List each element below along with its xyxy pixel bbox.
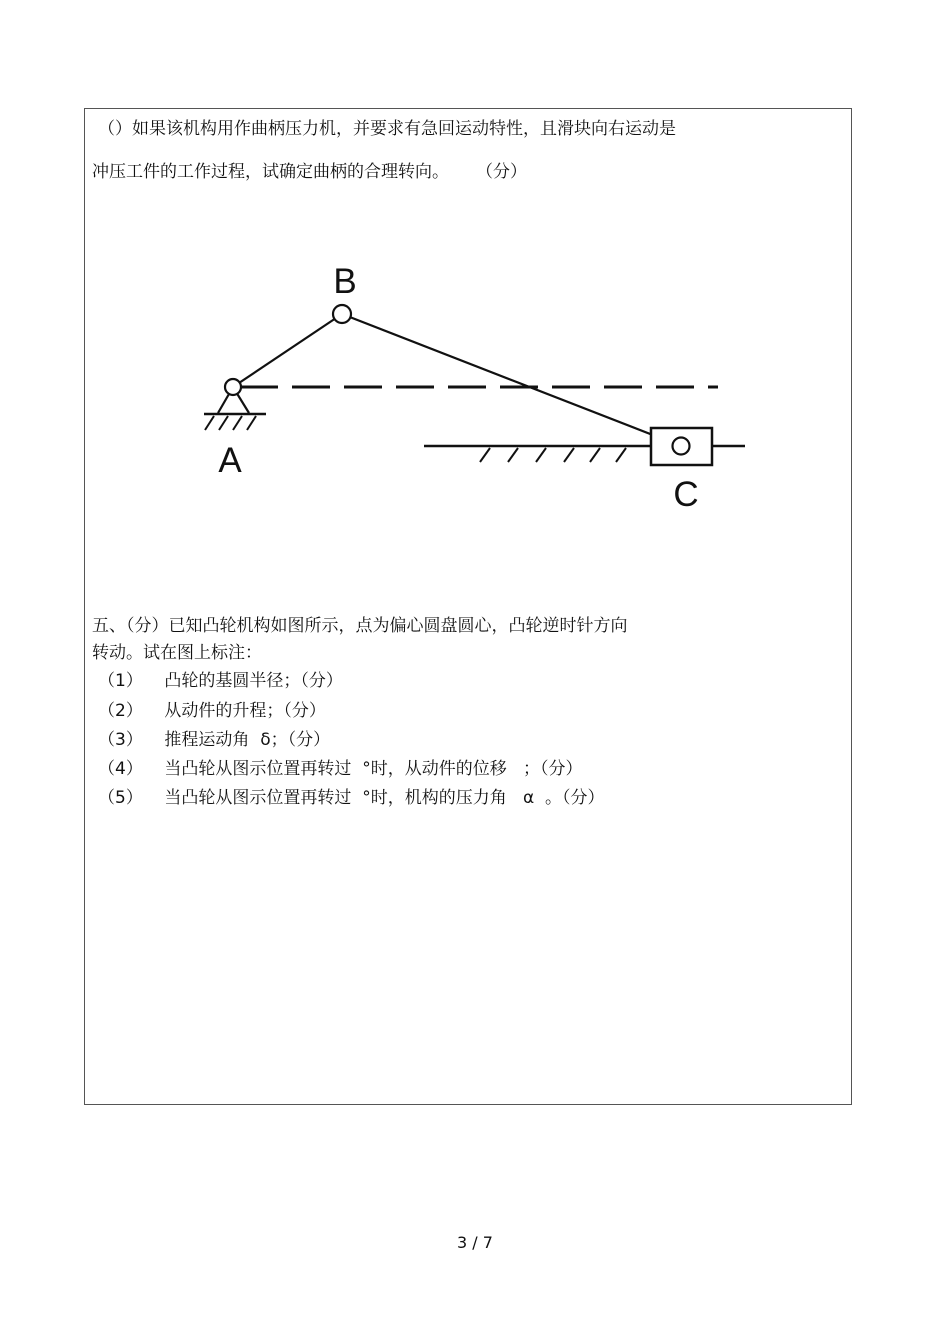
ground-hatching-pivot — [205, 416, 256, 430]
label-a: A — [218, 441, 242, 480]
ground-hatching-guide — [480, 448, 626, 462]
question4-line2: 冲压工件的工作过程，试确定曲柄的合理转向。 （分） — [92, 162, 528, 182]
question5-item-4: （4） 当凸轮从图示位置再转过 °时，从动件的位移 ；（分） — [98, 759, 583, 779]
connecting-rod — [342, 314, 681, 446]
question4-line1: （）如果该机构用作曲柄压力机，并要求有急回运动特性，且滑块向右运动是 — [98, 119, 676, 139]
joint-c-circle — [673, 438, 690, 455]
joint-a-circle — [225, 379, 241, 395]
label-b: B — [333, 262, 357, 301]
question5-item-1: （1） 凸轮的基圆半径；（分） — [98, 671, 343, 691]
question5-intro-line2: 转动。试在图上标注： — [92, 643, 262, 663]
question5-item-2: （2） 从动件的升程；（分） — [98, 701, 326, 721]
slider-crank-diagram — [0, 0, 950, 560]
question5-item-3: （3） 推程运动角 δ；（分） — [98, 730, 331, 750]
question5-intro-line1: 五、（分）已知凸轮机构如图所示，点为偏心圆盘圆心，凸轮逆时针方向 — [92, 616, 628, 636]
page-number: 3 / 7 — [457, 1233, 493, 1252]
label-c: C — [673, 475, 699, 514]
question5-item-5: （5） 当凸轮从图示位置再转过 °时，机构的压力角 α 。（分） — [98, 788, 605, 808]
crank-arm — [233, 314, 342, 387]
joint-b-circle — [333, 305, 351, 323]
